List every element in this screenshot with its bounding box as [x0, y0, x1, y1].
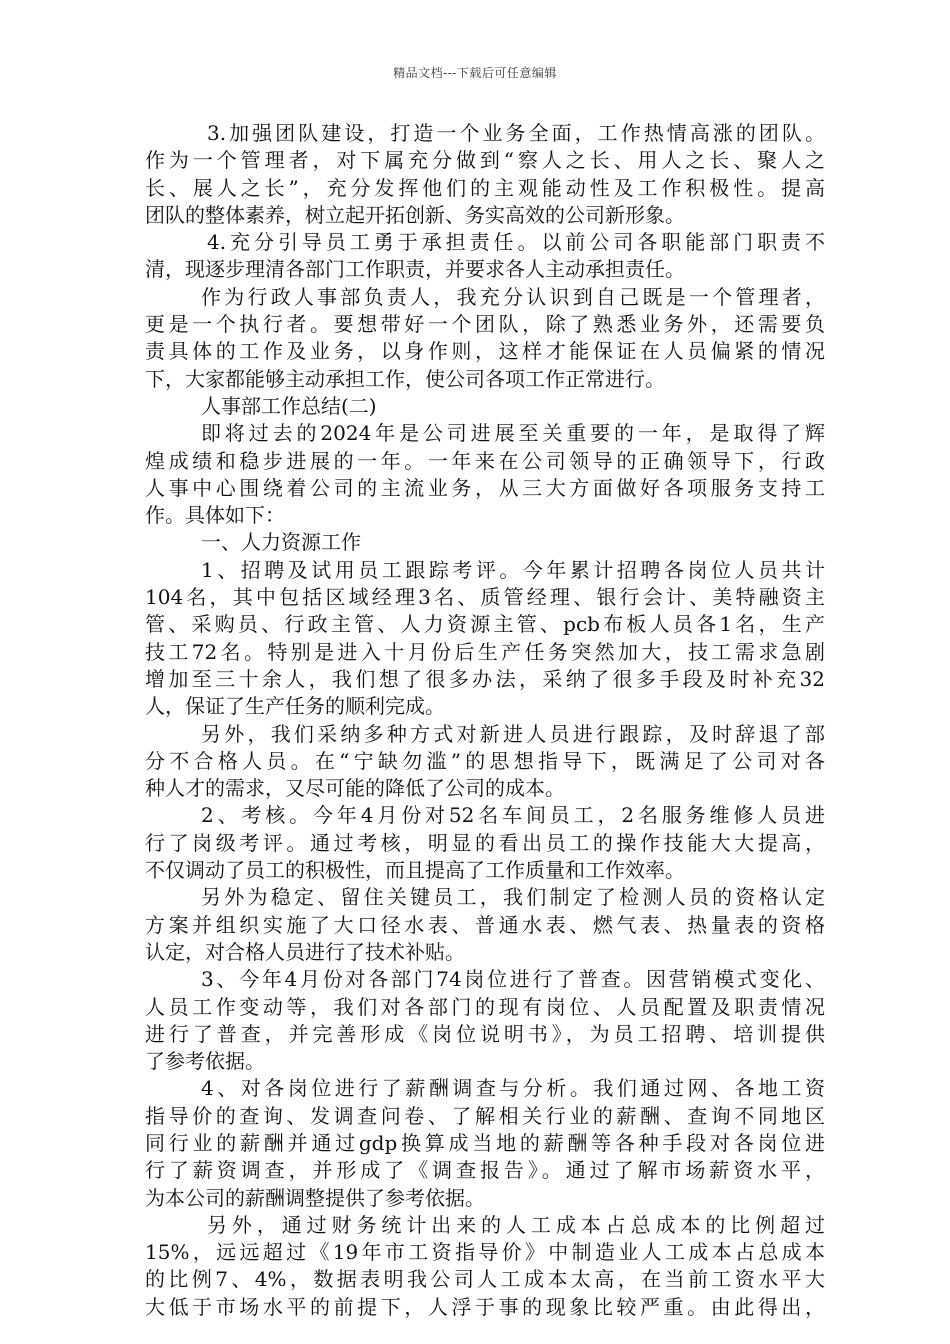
text-line: 行了薪资调查，并形成了《调查报告》。通过了解市场薪资水平， — [145, 1158, 825, 1183]
text-line: 1、招聘及试用员工跟踪考评。今年累计招聘各岗位人员共计 — [201, 557, 825, 582]
document-body — [145, 120, 825, 1321]
text-line: 3、今年4月份对各部门74岗位进行了普查。因营销模式变化、 — [201, 967, 825, 992]
text-line: 方案并组织实施了大口径水表、普通水表、燃气表、热量表的资格 — [145, 912, 825, 937]
text-line: 大低于市场水平的前提下，人浮于事的现象比较严重。由此得出， — [145, 1294, 825, 1319]
text-line: 一、人力资源工作 — [201, 530, 361, 555]
text-line: 同行业的薪酬并通过gdp换算成当地的薪酬等各种手段对各岗位进 — [145, 1130, 825, 1155]
text-line: 为本公司的薪酬调整提供了参考依据。 — [145, 1185, 485, 1210]
text-line: 进行了普查，并完善形成《岗位说明书》，为员工招聘、培训提供 — [145, 1021, 825, 1046]
text-line: 团队的整体素养，树立起开拓创新、务实高效的公司新形象。 — [145, 202, 685, 227]
text-line: 煌成绩和稳步进展的一年。一年来在公司领导的正确领导下，行政 — [145, 448, 825, 473]
text-line: 另外，通过财务统计出来的人工成本占总成本的比例超过 — [207, 1212, 825, 1237]
text-line: 管、采购员、行政主管、人力资源主管、pcb布板人员各1名，生产 — [145, 612, 825, 637]
text-line: 更是一个执行者。要想带好一个团队，除了熟悉业务外，还需要负 — [145, 312, 825, 337]
text-line: 下，大家都能够主动承担工作，使公司各项工作正常进行。 — [145, 366, 665, 391]
page-header: 精品文档---下载后可任意编辑 — [393, 66, 557, 80]
text-line: 人事部工作总结(二) — [201, 393, 377, 418]
text-line: 认定，对合格人员进行了技术补贴。 — [145, 939, 465, 964]
text-line: 另外，我们采纳多种方式对新进人员进行跟踪，及时辞退了部 — [201, 721, 825, 746]
text-line: 行了岗级考评。通过考核，明显的看出员工的操作技能大大提高， — [145, 830, 825, 855]
text-line: 人员工作变动等，我们对各部门的现有岗位、人员配置及职责情况 — [145, 994, 825, 1019]
text-line: 增加至三十余人，我们想了很多办法，采纳了很多手段及时补充32 — [145, 666, 825, 691]
text-line: 指导价的查询、发调查问卷、了解相关行业的薪酬、查询不同地区 — [145, 1103, 825, 1128]
text-line: 作为一个管理者，对下属充分做到“察人之长、用人之长、聚人之 — [145, 148, 825, 173]
text-line: 人，保证了生产任务的顺利完成。 — [145, 694, 445, 719]
text-line: 3.加强团队建设，打造一个业务全面，工作热情高涨的团队。 — [207, 121, 825, 145]
text-line: 长、展人之长”，充分发挥他们的主观能动性及工作积极性。提高 — [145, 175, 825, 200]
text-line: 2、考核。今年4月份对52名车间员工，2名服务维修人员进 — [201, 803, 825, 828]
text-line: 了参考依据。 — [145, 1049, 265, 1074]
text-line: 15%，远远超过《19年市工资指导价》中制造业人工成本占总成本 — [145, 1240, 825, 1265]
text-line: 另外为稳定、留住关键员工，我们制定了检测人员的资格认定 — [201, 885, 825, 910]
text-line: 4.充分引导员工勇于承担责任。以前公司各职能部门职责不 — [207, 230, 825, 255]
text-line: 分不合格人员。在“宁缺勿滥”的思想指导下，既满足了公司对各 — [145, 748, 825, 773]
text-line: 清，现逐步理清各部门工作职责，并要求各人主动承担责任。 — [145, 257, 685, 282]
text-line: 作为行政人事部负责人，我充分认识到自己既是一个管理者， — [201, 284, 825, 309]
text-line: 作。具体如下： — [145, 503, 285, 528]
text-line: 技工72名。特别是进入十月份后生产任务突然加大，技工需求急剧 — [145, 639, 825, 664]
text-line: 104名，其中包括区域经理3名、质管经理、银行会计、美特融资主 — [145, 585, 825, 610]
text-line: 种人才的需求，又尽可能的降低了公司的成本。 — [145, 776, 565, 801]
text-line: 即将过去的2024年是公司进展至关重要的一年，是取得了辉 — [201, 421, 825, 446]
text-line: 责具体的工作及业务，以身作则，这样才能保证在人员偏紧的情况 — [145, 339, 825, 364]
text-line: 不仅调动了员工的积极性，而且提高了工作质量和工作效率。 — [145, 858, 685, 883]
text-line: 4、对各岗位进行了薪酬调查与分析。我们通过网、各地工资 — [201, 1076, 825, 1101]
text-line: 的比例7、4%，数据表明我公司人工成本太高，在当前工资水平大 — [145, 1267, 825, 1292]
text-line: 人事中心围绕着公司的主流业务，从三大方面做好各项服务支持工 — [145, 475, 825, 500]
